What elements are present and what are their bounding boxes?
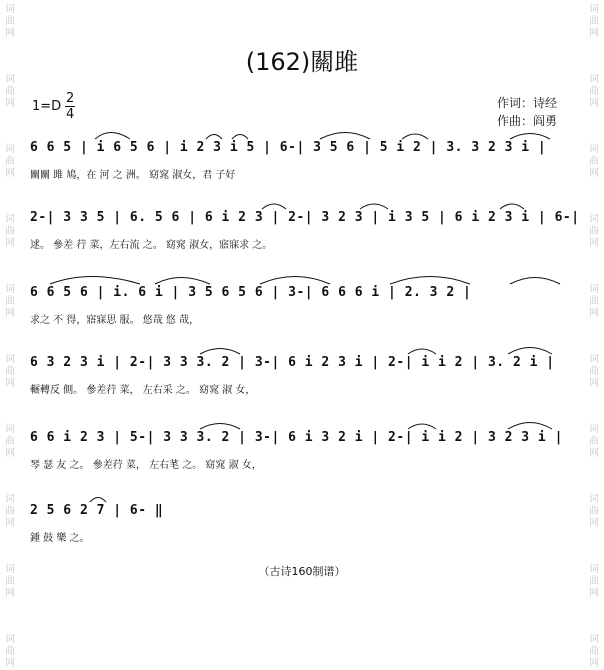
slur-marks [30,196,578,210]
lyrics-row: 逑。 參差 荇 菜，左右流 之。 窈窕 淑女，寤寐求 之。 [30,240,273,251]
song-title: (162)關雎 [245,48,359,76]
lyrics-row: 關關 雎 鳩，在 河 之 洲。 窈窕 淑女，君 子好 [30,170,236,181]
lyrics-row: 輾轉反 側。 參差荇 菜， 左右采 之。 窈窕 淑 女， [30,385,256,396]
notation-row: 6 6 i 2 3 | 5-| 3 3 3. 2 | 3-| 6 i 3 2 i | 2-| i i 2 | 3 2 3 i | [30,430,563,445]
key-signature [32,92,75,121]
lyricist-credit: 作词：诗经 [497,96,558,110]
watermark-left: 词 曲 网 词 曲 网 词 曲 网 词 曲 网 词 曲 网 词 曲 网 词 曲 网 词 曲 网 词 曲 网 词 曲 网 [5,4,15,669]
composer-credit: 作曲：阎勇 [497,114,558,128]
notation-row: 2 5 6 2 7 | 6- ‖ [30,503,164,518]
lyrics-row: 鍾 鼓 樂 之。 [30,533,90,544]
time-sig-top: 2 [66,91,75,106]
notation-row: 6 6 5 6 | i. 6 i | 3 5 6 5 6 | 3-| 6 6 6 i | 2. 3 2 | [30,285,472,300]
notation-row: 6 3 2 3 i | 2-| 3 3 3. 2 | 3-| 6 i 2 3 i | 2-| i i 2 | 3. 2 i | [30,355,555,370]
notation-row: 6 6 5 | i 6 5 6 | i 2 3 i 5 | 6-| 3 5 6 | 5 i 2 | 3. 3 2 3 i | [30,140,547,155]
lyrics-row: 求之 不 得，寤寐思 服。 悠哉 悠 哉， [30,315,200,326]
slur-marks [30,341,578,355]
key-label: 1=D [32,99,62,114]
footer-note: （古诗160制谱） [258,565,346,578]
slur-marks [30,271,578,285]
lyrics-row: 琴 瑟 友 之。 參差荇 菜， 左右芼 之。 窈窕 淑 女， [30,460,262,471]
slur-marks [30,489,578,503]
time-signature [65,92,75,121]
slur-marks [30,416,578,430]
slur-marks [30,126,578,140]
notation-row: 2-| 3 3 5 | 6. 5 6 | 6 i 2 3 | 2-| 3 2 3 | i 3 5 | 6 i 2 3 i | 6-| [30,210,580,225]
watermark-right: 词 曲 网 词 曲 网 词 曲 网 词 曲 网 词 曲 网 词 曲 网 词 曲 网 词 曲 网 词 曲 网 词 曲 网 [589,4,599,669]
time-sig-bottom: 4 [66,107,75,122]
credits [497,94,557,130]
